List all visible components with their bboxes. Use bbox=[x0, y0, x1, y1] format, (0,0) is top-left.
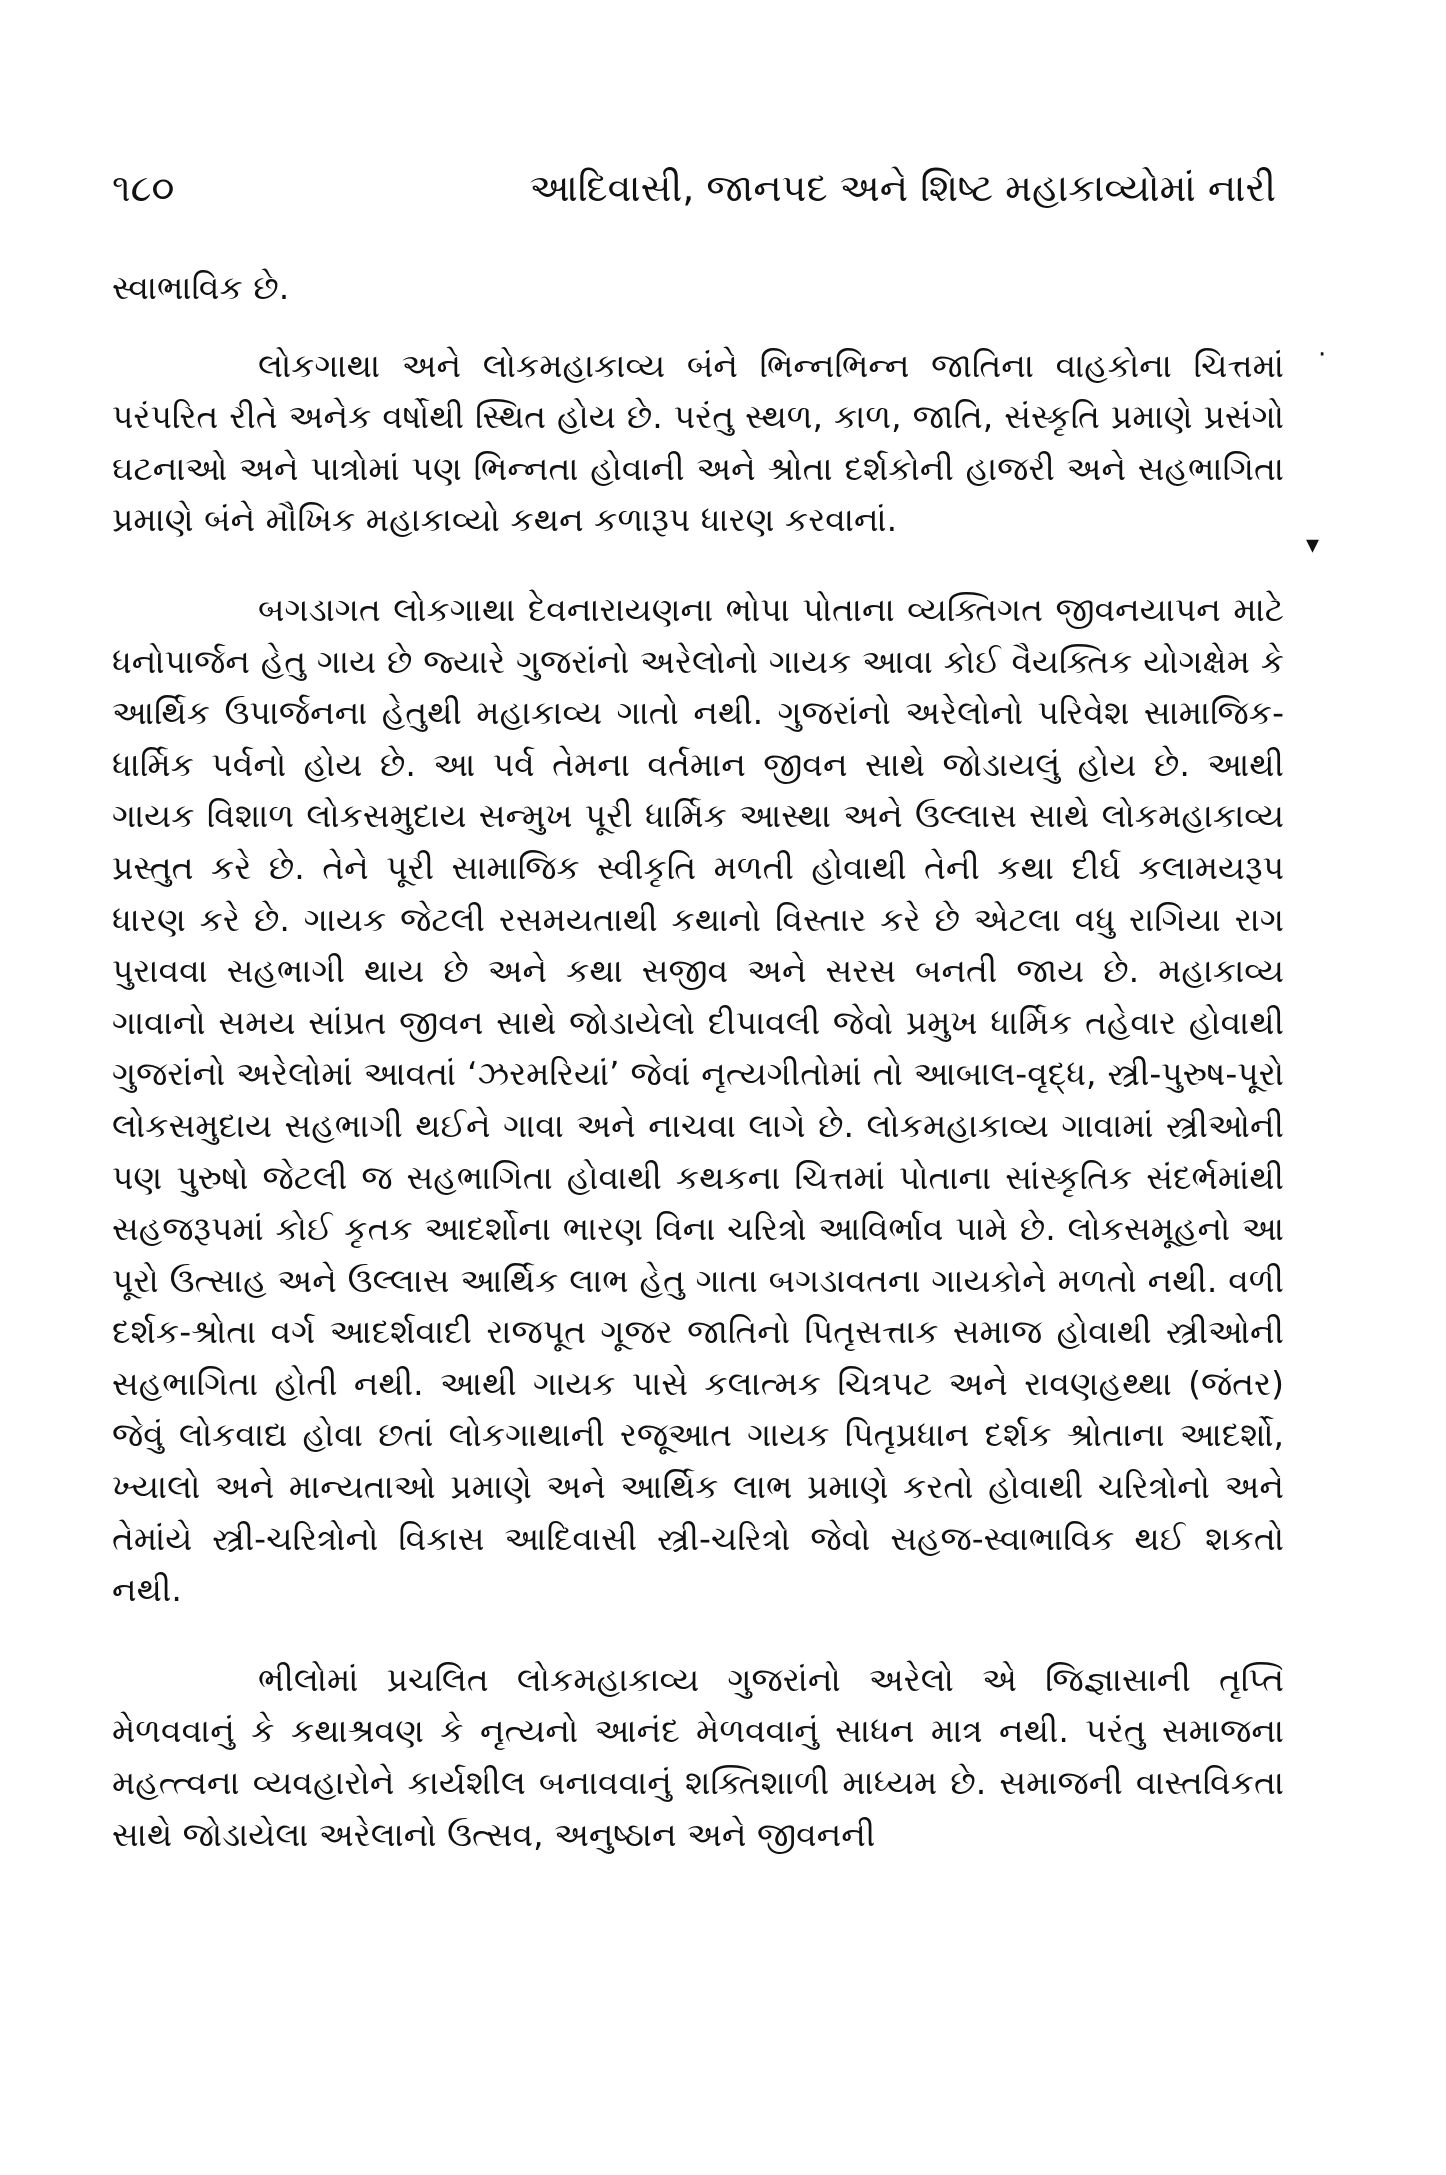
paragraph: લોકગાથા અને લોકમહાકાવ્ય બંને ભિન્નભિન્ન જાતિના વાહકોના ચિત્તમાં પરંપરિત રીતે અનેક વર્ષોથી સ્થિત હોય છે. પરંતુ સ્થળ, કાળ, જાતિ, સંસ્કૃતિ પ્રમાણે પ્રસંગો ઘટનાઓ અને પાત્રોમાં પણ ભિન્નતા હોવાની અને શ્રોતા દર્શકોની હાજરી અને સહભાગિતા પ્રમાણે બંને મૌખિક મહાકાવ્યો કથન કળારૂપ ધારણ કરવાનાં. bbox=[112, 345, 1284, 540]
running-title: આદિવાસી, જાનપદ અને શિષ્ટ મહાકાવ્યોમાં નારી bbox=[529, 166, 1276, 210]
margin-dot-mark: · bbox=[1318, 340, 1327, 370]
page-header bbox=[112, 158, 1276, 218]
paragraph-continuation: સ્વાભાવિક છે. bbox=[112, 268, 290, 307]
paragraph: બગડાગત લોકગાથા દેવનારાયણના ભોપા પોતાના વ્યક્તિગત જીવનયાપન માટે ધનોપાર્જન હેતુ ગાય છે જ્યારે ગુજરાંનો અરેલોનો ગાયક આવા કોઈ વૈયક્તિક યોગક્ષેમ કે આર્થિક ઉપાર્જનના હેતુથી મહાકાવ્ય ગાતો નથી. ગુજરાંનો અરેલોનો પરિવેશ સામાજિક-ધાર્મિક પર્વનો હોય છે. આ પર્વ તેમના વર્તમાન જીવન સાથે જોડાયલું હોય છે. આથી ગાયક વિશાળ લોકસમુદાય સન્મુખ પૂરી ધાર્મિક આસ્થા અને ઉલ્લાસ સાથે લોકમહાકાવ્ય પ્રસ્તુત કરે છે. તેને પૂરી સામાજિક સ્વીકૃતિ મળતી હોવાથી તેની કથા દીર્ઘ કલામયરૂપ ધારણ કરે છે. ગાયક જેટલી રસમયતાથી કથાનો વિસ્તાર કરે છે એટલા વધુ રાગિયા રાગ પુરાવવા સહભાગી થાય છે અને કથા સજીવ અને સરસ બનતી જાય છે. મહાકાવ્ય ગાવાનો સમય સાંપ્રત જીવન સાથે જોડાયેલો દીપાવલી જેવો પ્રમુખ ધાર્મિક તહેવાર હોવાથી ગુજરાંનો અરેલોમાં આવતાં ‘ઝરમરિયાં’ જેવાં નૃત્યગીતોમાં તો આબાલ-વૃદ્ધ, સ્ત્રી-પુરુષ-પૂરો લોકસમુદાય સહભાગી થઈને ગાવા અને નાચવા લાગે છે. લોકમહાકાવ્ય ગાવામાં સ્ત્રીઓની પણ પુરુષો જેટલી જ સહભાગિતા હોવાથી કથકના ચિત્તમાં પોતાના સાંસ્કૃતિક સંદર્ભમાંથી સહજરૂપમાં કોઈ કૃતક આદર્શોના ભારણ વિના ચરિત્રો આવિર્ભાવ પામે છે. લોકસમૂહનો આ પૂરો ઉત્સાહ અને ઉલ્લાસ આર્થિક લાભ હેતુ ગાતા બગડાવતના ગાયકોને મળતો નથી. વળી દર્શક-શ્રોતા વર્ગ આદર્શવાદી રાજપૂત ગૂજર જાતિનો પિતૃસત્તાક સમાજ હોવાથી સ્ત્રીઓની સહભાગિતા હોતી નથી. આથી ગાયક પાસે કલાત્મક ચિત્રપટ અને રાવણહથ્થા (જંતર) જેવું લોકવાદ્ય હોવા છતાં લોકગાથાની રજૂઆત ગાયક પિતૃપ્રધાન દર્શક શ્રોતાના આદર્શો, ખ્યાલો અને માન્યતાઓ પ્રમાણે અને આર્થિક લાભ પ્રમાણે કરતો હોવાથી ચરિત્રોનો અને તેમાંયે સ્ત્રી-ચરિત્રોનો વિકાસ આદિવાસી સ્ત્રી-ચરિત્રો જેવો સહજ-સ્વાભાવિક થઈ શકતો નથી. bbox=[112, 589, 1284, 1610]
paragraph: ભીલોમાં પ્રચલિત લોકમહાકાવ્ય ગુજરાંનો અરેલો એ જિજ્ઞાસાની તૃપ્તિ મેળવવાનું કે કથાશ્રવણ કે નૃત્યનો આનંદ મેળવવાનું સાધન માત્ર નથી. પરંતુ સમાજના મહત્ત્વના વ્યવહારોને કાર્યશીલ બનાવવાનું શક્તિશાળી માધ્યમ છે. સમાજની વાસ્તવિકતા સાથે જોડાયેલા અરેલાનો ઉત્સવ, અનુષ્ઠાન અને જીવનની bbox=[112, 1659, 1284, 1854]
body-text bbox=[112, 262, 1284, 1860]
margin-arrow-mark: ▾ bbox=[1306, 530, 1320, 560]
page-number: ૧૮૦ bbox=[112, 166, 175, 210]
